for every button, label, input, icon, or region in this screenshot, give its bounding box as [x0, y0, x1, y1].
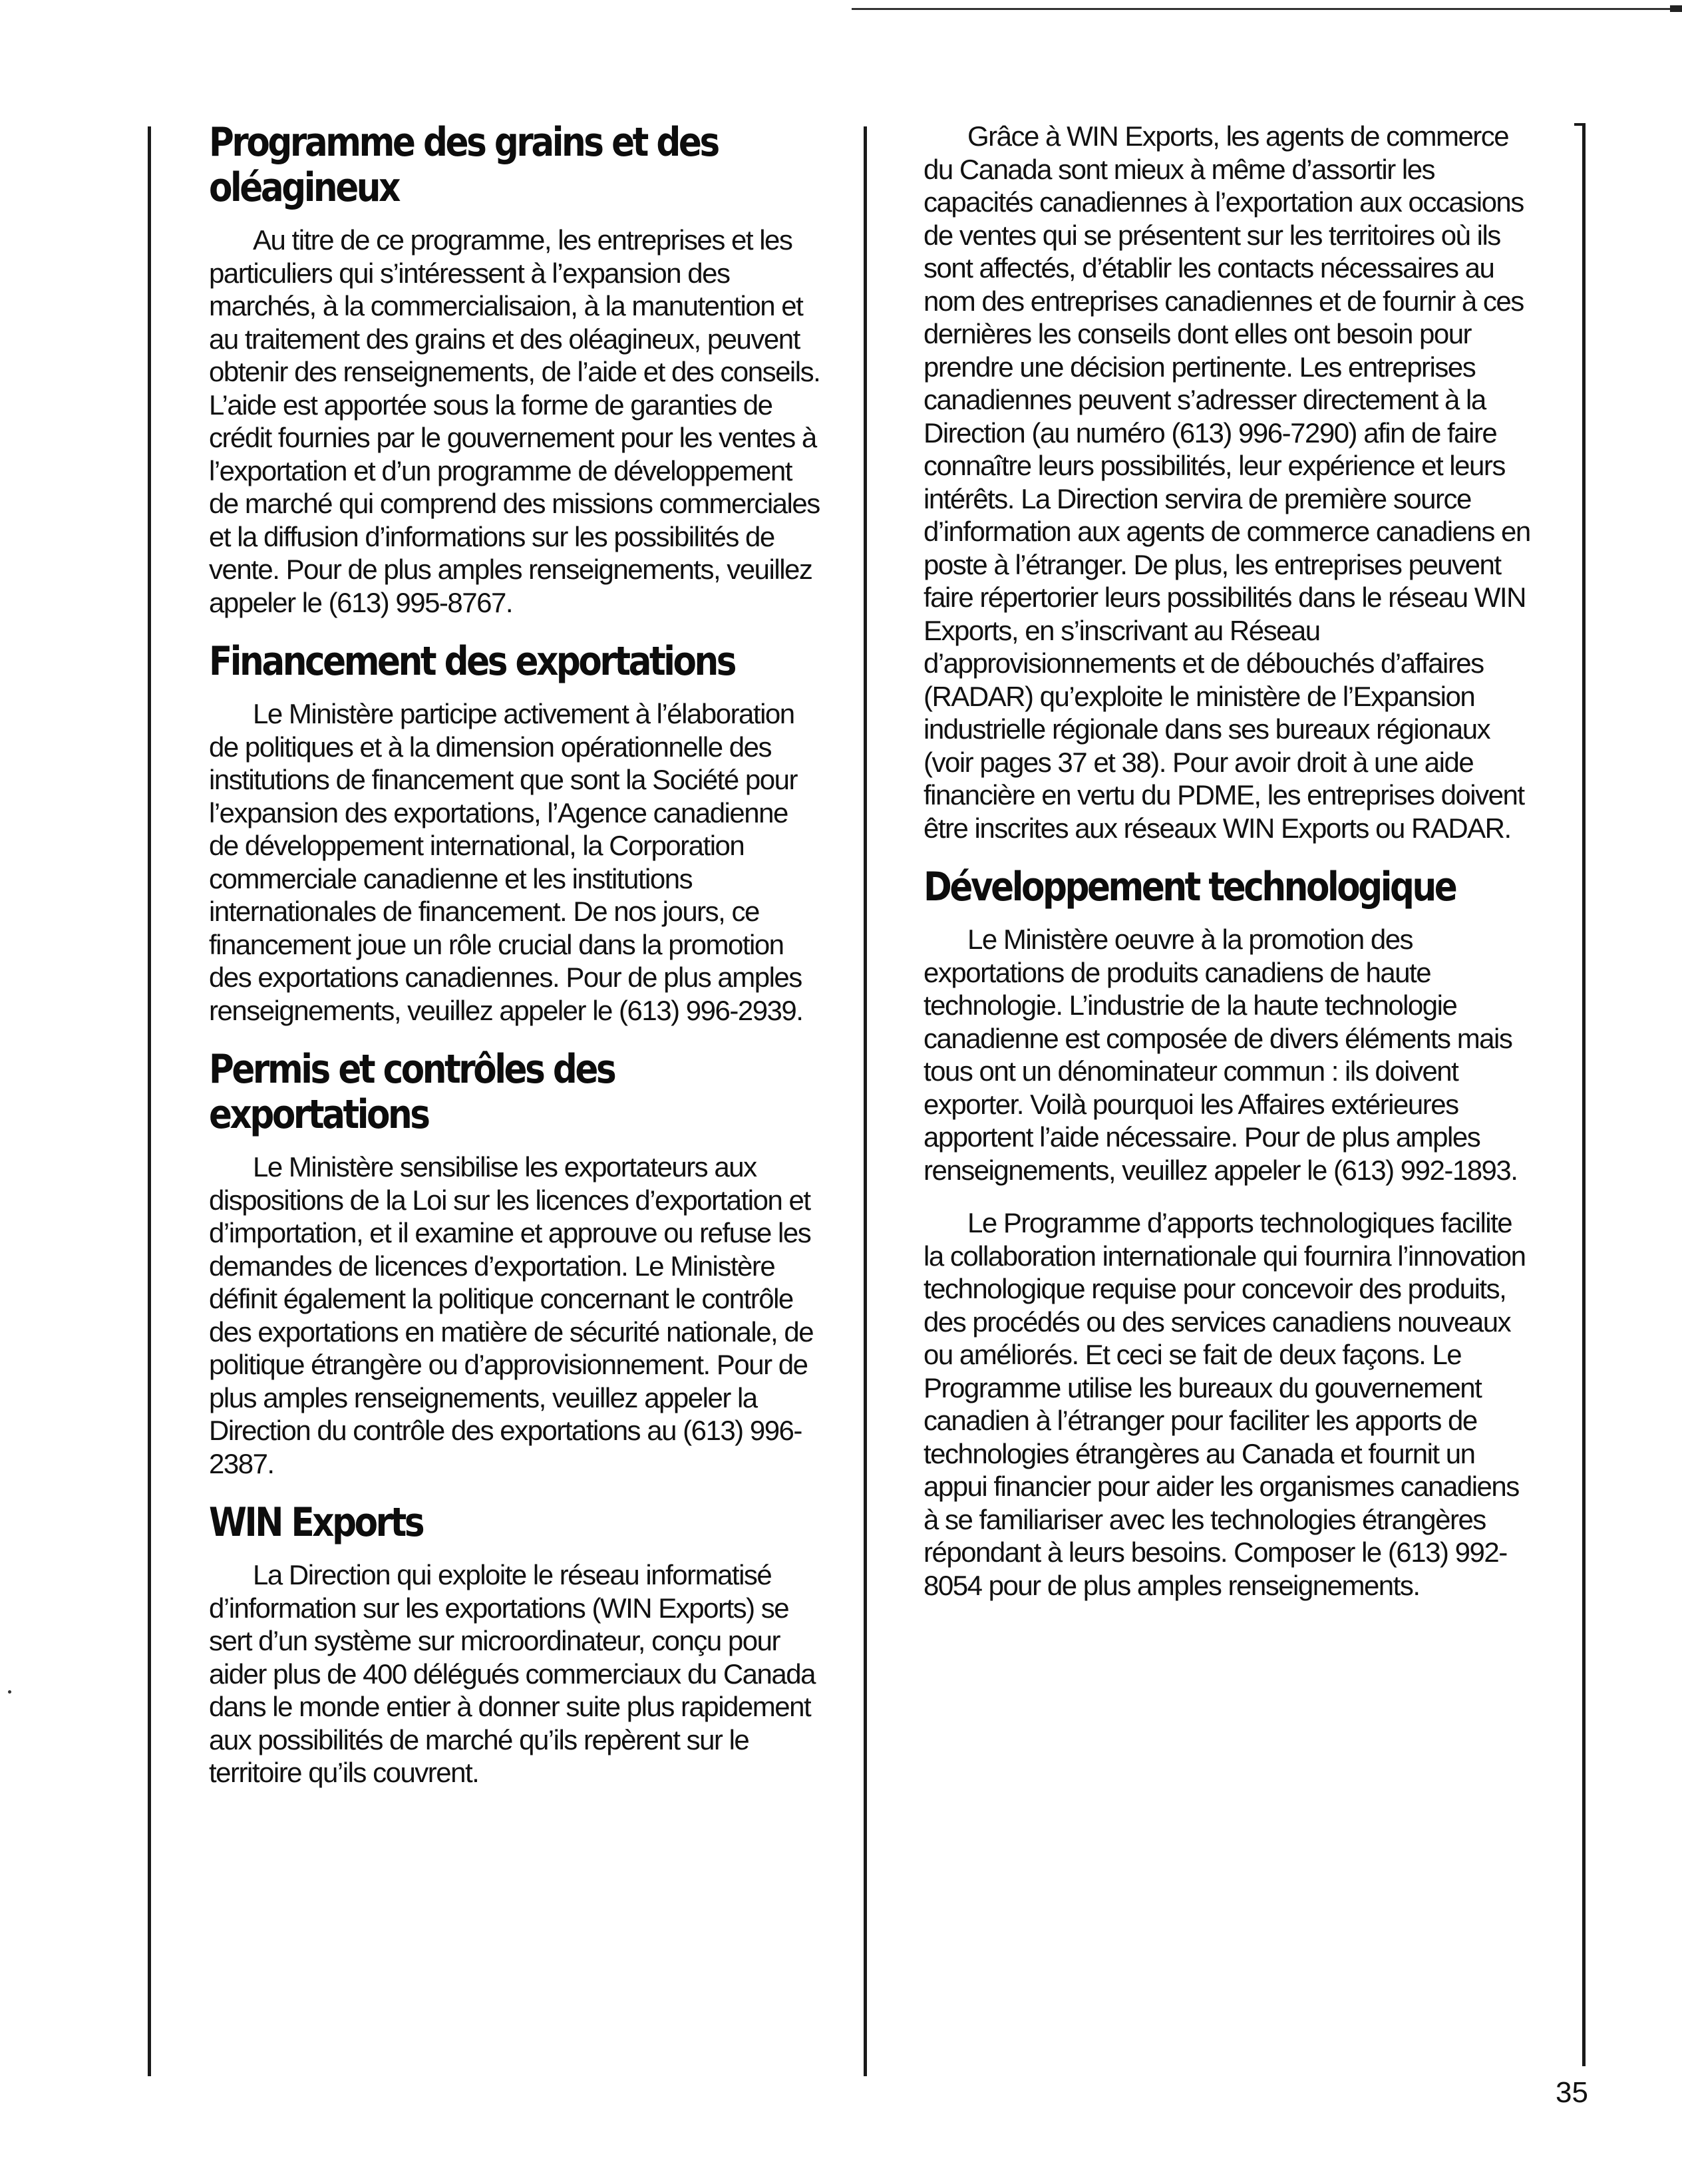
section-permis: [209, 1047, 821, 1480]
heading-techno: Développement technologique: [924, 864, 1456, 910]
heading-grains: Programme des grains et des oléagineux: [209, 119, 718, 211]
section-financement: [209, 639, 821, 1027]
paragraph-permis: Le Ministère sensibilise les exportateurs aux dispositions de la Loi sur les licences d’exportation et d’importation, et il examine et approuve ou refuse les demandes de licences d’exportation. Le Ministère définit également la politique concernant le contrôle des exportations en matière de sécurité nationale, de politique étrangère ou d’approvisionnement. Pour de plus amples renseignements, veuillez appeler la Direction du contrôle des exportations au (613) 996-2387.: [209, 1151, 814, 1479]
center-column-rule: [864, 126, 867, 2076]
top-rule: [852, 8, 1682, 10]
section-win-continued: [924, 120, 1536, 844]
section-win-exports: [209, 1500, 821, 1789]
heading-win-exports: WIN Exports: [209, 1499, 423, 1546]
paragraph-win-continued: Grâce à WIN Exports, les agents de commerce du Canada sont mieux à même d’assortir les capacités canadiennes à l’exportation aux occasions de ventes qui se présentent sur les territoires où ils sont affectés, d’établir les contacts nécessaires au nom des entreprises canadiennes et de fournir à ces dernières les conseils dont elles ont besoin pour prendre une décision pertinente. Les entreprises canadiennes peuvent s’adresser directement à la Direction (au numéro (613) 996-7290) afin de faire connaître leurs possibilités, leur expérience et leurs intérêts. La Direction servira de première source d’information aux agents de commerce canadiens en poste à l’étranger. De plus, les entreprises peuvent faire répertorier leurs possibilités dans le réseau WIN Exports, en s’inscrivant au Réseau d’approvisionnements et de débouchés d’affaires (RADAR) qu’exploite le ministère de l’Expansion industrielle régionale dans ses bureaux régionaux (voir pages 37 et 38). Pour avoir droit à une aide financière en vertu du PDME, les entreprises doivent être inscrites aux réseaux WIN Exports ou RADAR.: [924, 120, 1530, 844]
paragraph-grains: Au titre de ce programme, les entreprises et les particuliers qui s’intéressent à l’expansion des marchés, à la commercialisaion, à la manutention et au traitement des grains et des oléagineux, peuvent obtenir des renseignements, de l’aide et des conseils. L’aide est apportée sous la forme de garanties de crédit fournies par le gouvernement pour les ventes à l’exportation et d’un programme de développement de marché qui comprend des missions commerciales et la diffusion d’informations sur les possibilités de vente. Pour de plus amples renseignements, veuillez appeler le (613) 995-8767.: [209, 224, 820, 618]
paragraph-techno-2: Le Programme d’apports technologiques facilite la collaboration internationale qui fournira l’innovation technologique requise pour concevoir des produits, des procédés ou des services canadiens nouveaux ou améliorés. Et ceci se fait de deux façons. Le Programme utilise les bureaux du gouvernement canadien à l’étranger pour faciliter les apports de technologies étrangères au Canada et fournit un appui financier pour aider les organismes canadiens à se familiariser avec les technologies étrangères répondant à leurs besoins. Composer le (613) 992-8054 pour de plus amples renseignements.: [924, 1207, 1526, 1601]
section-grains: [209, 120, 821, 619]
left-margin-rule: [148, 126, 151, 2076]
page-number: 35: [1556, 2076, 1588, 2109]
paragraph-win-exports: La Direction qui exploite le réseau informatisé d’information sur les exportations (WIN Exports) se sert d’un système sur microordinateur, conçu pour aider plus de 400 délégués commerciaux du Canada dans le monde entier à donner suite plus rapidement aux possibilités de marché qu’ils repèrent sur le territoire qu’ils couvrent.: [209, 1559, 815, 1788]
right-column: [924, 120, 1536, 1622]
heading-permis: Permis et contrôles des exportations: [209, 1046, 615, 1138]
paragraph-techno-1: Le Ministère oeuvre à la promotion des exportations de produits canadiens de haute technologie. L’industrie de la haute technologie canadienne est composée de divers éléments mais tous ont un dénominateur commun : ils doivent exporter. Voilà pourquoi les Affaires extérieures apportent l’aide nécessaire. Pour de plus amples renseignements, veuillez appeler le (613) 992-1893.: [924, 924, 1518, 1186]
right-rule-tick: [1574, 123, 1584, 126]
right-margin-rule: [1582, 123, 1586, 2066]
scan-speck: [8, 1690, 11, 1694]
left-column: [209, 120, 821, 1809]
heading-financement: Financement des exportations: [209, 638, 735, 685]
section-techno: [924, 864, 1536, 1602]
paragraph-financement: Le Ministère participe activement à l’élaboration de politiques et à la dimension opérationnelle des institutions de financement que sont la Société pour l’expansion des exportations, l’Agence canadienne de développement international, la Corporation commerciale canadienne et les institutions internationales de financement. De nos jours, ce financement joue un rôle crucial dans la promotion des exportations canadiennes. Pour de plus amples renseignements, veuillez appeler le (613) 996-2939.: [209, 698, 803, 1026]
top-rule-end-mark: [1670, 5, 1682, 12]
